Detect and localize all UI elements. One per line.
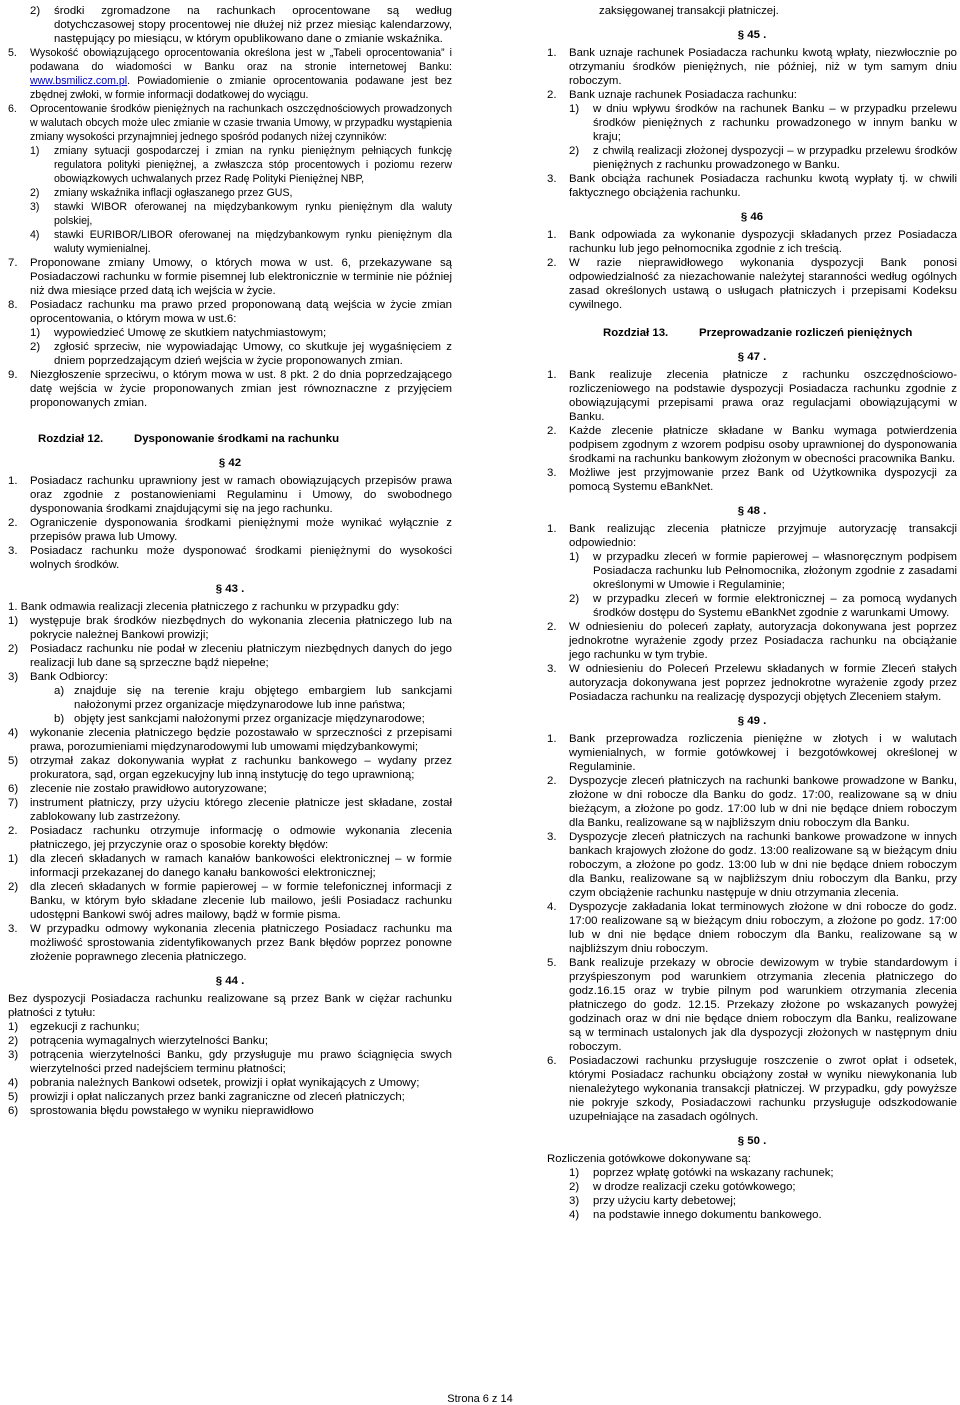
- list-item-text: W odniesieniu do Poleceń Przelewu składanych w formie Zleceń stałych autoryzacja dokonywana jest poprzez jednokrotne wyrażenie zgody przez Posiadacza rachunku na realizację dyspozycji objętych Zleceniem stałym.: [569, 663, 957, 703]
- list-item: [569, 1166, 957, 1180]
- right-top-continuation: zaksięgowanej transakcji płatniczej.: [599, 5, 779, 17]
- list-item: [30, 144, 452, 186]
- list-item-number: 2.: [547, 621, 557, 633]
- list-item: [8, 1090, 452, 1104]
- list-item-number: 1): [569, 551, 580, 563]
- list-item-text: sprostowania błędu powstałego w wyniku nieprawidłowo: [30, 1105, 314, 1117]
- list-item-number: 1): [30, 145, 40, 157]
- list-item-text: zgłosić sprzeciw, nie wypowiadając Umowy, co skutkuje jej wygaśnięciem z dniem poprzedzającym dzień wejścia w życie proponowanych zmian.: [54, 341, 452, 367]
- list-item: [547, 774, 957, 830]
- list-item: [30, 200, 452, 228]
- list-item-text: w przypadku zleceń w formie papierowej – własnoręcznym podpisem Posiadacza rachunku lub Pełnomocnika, złożonym zgodnie z zasadami określonymi w Umowie i Regulaminie;: [593, 551, 957, 591]
- list-item: [547, 368, 957, 424]
- list-item-number: 3): [30, 201, 40, 213]
- list-item-number: 3.: [547, 663, 557, 675]
- paragraph-5: 5. Wysokość obowiązującego oprocentowania określona jest w „Tabeli oprocentowania” i podawana do wiadomości w Banku oraz na stronie internetowej Banku: www.bsmilicz.com.pl. Powiadomienie o zmianie oprocentowania podawane jest bez zbędnej zwłoki, w formie informacji dodatkowej do wyciągu.: [8, 47, 452, 101]
- list-item-text: Ograniczenie dysponowania środkami pieniężnymi może wynikać wyłącznie z przepisów prawa lub Umowy.: [30, 517, 452, 543]
- list-item-text: Bank odpowiada za wykonanie dyspozycji składanych przez Posiadacza rachunku lub jego pełnomocnika zgodnie z ich treścią.: [569, 229, 957, 255]
- list-item-number: 4): [8, 727, 19, 739]
- list-item-number: 2): [8, 1035, 19, 1047]
- list-item-number: 3): [8, 1049, 19, 1061]
- list-item: [8, 516, 452, 544]
- list-item: [547, 424, 957, 466]
- list-item: [547, 830, 957, 900]
- list-item-number: 6): [8, 1105, 19, 1117]
- list-item-text: Bank uznaje rachunek Posiadacza rachunku kwotą wpłaty, niezwłocznie po otrzymaniu środków pieniężnych, nie później, niż w tym samym dniu roboczym.: [569, 47, 957, 87]
- list-item: [30, 326, 452, 340]
- list-item: [547, 662, 957, 704]
- list-item-number: 3): [569, 1195, 580, 1207]
- section-44-heading: § 44 .: [215, 975, 245, 987]
- list-item-text: wypowiedzieć Umowę ze skutkiem natychmiastowym;: [54, 327, 327, 339]
- list-item: [547, 228, 957, 256]
- list-item: [569, 550, 957, 592]
- list-item: [30, 228, 452, 256]
- list-item: [8, 796, 452, 824]
- list-item: [8, 614, 452, 642]
- section-45-point-2-list: [547, 102, 957, 172]
- section-42-heading: § 42: [218, 457, 242, 469]
- list-item: [8, 782, 452, 796]
- paragraph-8: 8. Posiadacz rachunku ma prawo przed proponowaną datą wejścia w życie zmian oprocentowania, o którym mowa w ust.6:: [8, 299, 452, 325]
- list-item-text: otrzymał zakaz dokonywania wypłat z rachunku bankowego – wydany przez prokuratora, sąd, organ egzekucyjny lub inną instytucję do tego uprawnioną;: [30, 755, 452, 781]
- list-item: [569, 144, 957, 172]
- list-item-number: 1): [569, 1167, 580, 1179]
- list-item: [569, 1180, 957, 1194]
- section-50-heading: § 50 .: [737, 1135, 767, 1147]
- list-item-number: 2.: [547, 775, 557, 787]
- list-item-text: w drodze realizacji czeku gotówkowego;: [593, 1181, 796, 1193]
- list-item-text: Bank realizuje zlecenia płatnicze z rachunku oszczędnościowo-rozliczeniowego na podstawie dyspozycji Posiadacza rachunku zgodnie z obowiązującymi przepisami prawa oraz regulacjami obowiązującymi w Banku.: [569, 369, 957, 423]
- list-item-number: 1): [569, 103, 580, 115]
- list-item-text: Posiadacz rachunku uprawniony jest w ramach obowiązujących przepisów prawa oraz zgodnie z postanowieniami Regulaminu i Umowy, do swobodnego dysponowania środkami znajdującymi się na jego rachunku.: [30, 475, 452, 515]
- list-item-number: 2): [569, 593, 580, 605]
- list-item-text: Bank Odbiorcy:: [30, 671, 108, 683]
- list-item-text: wykonanie zlecenia płatniczego będzie pozostawało w sprzeczności z przepisami prawa, porozumieniami międzynarodowymi lub umowami międzybankowymi;: [30, 727, 452, 753]
- list-item: [8, 852, 452, 880]
- list-item-text: prowizji i opłat naliczanych przez banki zagraniczne od zleceń płatniczych;: [30, 1091, 405, 1103]
- section-48-list-b: [547, 620, 957, 704]
- list-item-number: 2.: [547, 425, 557, 437]
- list-item: [8, 544, 452, 572]
- list-item-number: 1): [30, 327, 41, 339]
- list-item: [30, 4, 452, 46]
- list-item-number: 7): [8, 797, 19, 809]
- list-item: [8, 1104, 452, 1118]
- list-item: [547, 466, 957, 494]
- list-item-number: 1.: [547, 229, 557, 241]
- list-item-number: 1): [8, 1021, 19, 1033]
- list-item: [569, 1208, 957, 1222]
- list-item: [547, 1054, 957, 1124]
- list-item-text: Każde zlecenie płatnicze składane w Banku wymaga potwierdzenia podpisem zgodnym z wzorem podpisu osoby uprawnionej do dysponowania środkami na rachunku bankowym złożonym w obecności pracownika Banku.: [569, 425, 957, 465]
- chapter-13-heading: Rozdział 13. Przeprowadzanie rozliczeń pieniężnych: [603, 327, 913, 339]
- list-item: [547, 256, 957, 312]
- left-column: [8, 4, 452, 1118]
- list-item-text: Posiadaczowi rachunku przysługuje roszczenie o zwrot opłat i odsetek, którymi Posiadacz rachunku obciążony został w wyniku niewykonania lub nienależytego wykonania transakcji płatniczej. W przypadku, gdy powyższe nie pokryje szkody, Posiadaczowi rachunku przysługuje odszkodowanie uzupełniające na zasadach ogólnych.: [569, 1055, 957, 1123]
- section-45-list: [547, 46, 957, 102]
- list-item-number: 2.: [547, 89, 557, 101]
- list-item-number: 4.: [547, 901, 557, 913]
- list-item-text: zmiany sytuacji gospodarczej i zmian na rynku pieniężnym pełniących funkcję regulatora polityki pieniężnej, a zwłaszcza stóp procentowych i poziomu rezerw obowiązkowych uchwalanych przez Radę Polityki Pieniężnej NBP,: [54, 145, 452, 185]
- list-item-number: 3.: [547, 467, 557, 479]
- list-item-text: egzekucji z rachunku;: [30, 1021, 140, 1033]
- paragraph-6: 6. Oprocentowanie środków pieniężnych na rachunkach oszczędnościowych prowadzonych w walutach obcych może ulec zmianie w czasie trwania Umowy, w przypadku wystąpienia zmiany wysokości przynajmniej jednego spośród podanych niżej czynników:: [8, 103, 452, 143]
- list-item-text: Bank realizuje przekazy w obrocie dewizowym w trybie standardowym i przyśpieszonym pod warunkiem otrzymania zlecenia płatniczego do godz.16.15 oraz w trybie pilnym pod warunkiem otrzymania zlecenia płatniczego do godz. 12.15. Przekazy złożone po wskazanych powyżej godzinach oraz w dni nie będące dniem roboczym dla Banku, realizowane są w terminach ustalonych jak dla dyspozycji złożonych w następnym dniu roboczym.: [569, 957, 957, 1053]
- list-item: [8, 754, 452, 782]
- list-item: [569, 102, 957, 144]
- section-46-heading: § 46: [740, 211, 764, 223]
- paragraph-9: 9. Niezgłoszenie sprzeciwu, o którym mowa w ust. 8 pkt. 2 do dnia poprzedzającego datę wejścia w życie proponowanych zmian jest równoznaczne z przyjęciem proponowanych zmian.: [8, 369, 452, 409]
- list-item-number: 6): [8, 783, 19, 795]
- list-item: [8, 670, 452, 684]
- list-item-number: 2): [569, 1181, 580, 1193]
- left-top-list: [8, 4, 452, 46]
- list-item-text: W razie nieprawidłowego wykonania dyspozycji Bank ponosi odpowiedzialność za niezachowanie należytej staranności według ogólnych zasad określonych ustawą o usługach płatniczych i przepisami Kodeksu cywilnego.: [569, 257, 957, 311]
- section-42-list: [8, 474, 452, 572]
- list-item: [8, 642, 452, 670]
- list-item-text: z chwilą realizacji złożonej dyspozycji – w przypadku przelewu środków pieniężnych z rachunku prowadzonego w Banku.: [593, 145, 957, 171]
- list-item-number: 3.: [547, 831, 557, 843]
- list-item: [8, 1034, 452, 1048]
- section-49-heading: § 49 .: [737, 715, 767, 727]
- chapter-12-heading: Rozdział 12. Dysponowanie środkami na rachunku: [38, 433, 340, 445]
- list-item-text: stawki EURIBOR/LIBOR oferowanej na międzybankowym rynku pieniężnym dla waluty wymienialnej.: [54, 229, 452, 255]
- list-item-text: Bank uznaje rachunek Posiadacza rachunku:: [569, 89, 797, 101]
- list-item: [547, 956, 957, 1054]
- list-item-text: Dyspozycje zleceń płatniczych na rachunki bankowe prowadzone w Banku, złożone w dni robocze dla Banku do godz. 17:00, realizowane są w dniu bieżącym, a złożone po godz. 17:00 lub w dni nie będące dniem roboczym dla Banku, realizowane są w najbliższym dniu roboczym dla Banku.: [569, 775, 957, 829]
- list-item-text: Posiadacz rachunku nie podał w zleceniu płatniczym niezbędnych danych do jego realizacji lub dane są sprzeczne bądź niepełne;: [30, 643, 452, 669]
- section-43-point-2: 2. Posiadacz rachunku otrzymuje informację o odmowie wykonania zlecenia płatniczego, jej przyczynie oraz o sposobie korekty błędów:: [8, 825, 452, 851]
- list-item: [8, 1048, 452, 1076]
- list-item: [547, 46, 957, 88]
- section-48-point-1-list: [547, 550, 957, 620]
- list-item: [547, 620, 957, 662]
- list-item-number: 6.: [547, 1055, 557, 1067]
- list-item-text: objęty jest sankcjami nałożonymi przez organizacje międzynarodowe;: [74, 713, 425, 725]
- paragraph-6-list: [8, 144, 452, 256]
- list-item-number: 1): [8, 853, 19, 865]
- section-43-point-1-list: [8, 614, 452, 684]
- list-item-text: w dniu wpływu środków na rachunek Banku – w przypadku przelewu środków pieniężnych z rachunku prowadzonego w innym banku w kraju;: [593, 103, 957, 143]
- list-item-text: przy użyciu karty debetowej;: [593, 1195, 737, 1207]
- list-item-text: pobrania należnych Bankowi odsetek, prowizji i opłat wynikających z Umowy;: [30, 1077, 420, 1089]
- list-item-text: środki zgromadzone na rachunkach oprocentowane są według dotychczasowej stopy procentowej nie dłużej niż przez miesiąc kalendarzowy, następujący po miesiącu, w którym opublikowano dane o zmianie wskaźnika.: [54, 5, 452, 45]
- list-item: [547, 732, 957, 774]
- section-50-intro: Rozliczenia gotówkowe dokonywane są:: [547, 1153, 751, 1165]
- list-item-number: 2): [8, 881, 19, 893]
- list-item-text: dla zleceń składanych w ramach kanałów bankowości elektronicznej – w formie informacji przekazanej do danego kanału bankowości elektronicznej;: [30, 853, 452, 879]
- section-43-bank-recipient-list: [8, 684, 452, 726]
- list-item-text: Bank przeprowadza rozliczenia pieniężne w złotych i w walutach wymienialnych, w formie gotówkowej i bezgotówkowej określonej w Regulaminie.: [569, 733, 957, 773]
- list-item-number: b): [54, 713, 65, 725]
- list-item-text: na podstawie innego dokumentu bankowego.: [593, 1209, 822, 1221]
- list-item: [8, 474, 452, 516]
- list-item-number: 2): [30, 341, 41, 353]
- list-item-text: stawki WIBOR oferowanej na międzybankowym rynku pieniężnym dla waluty polskiej,: [54, 201, 452, 227]
- list-item: [30, 186, 452, 200]
- section-49-list: [547, 732, 957, 1124]
- list-item-text: Posiadacz rachunku może dysponować środkami pieniężnymi do wysokości wolnych środków.: [30, 545, 452, 571]
- list-item: [8, 880, 452, 922]
- list-item: [54, 712, 452, 726]
- section-47-heading: § 47 .: [737, 351, 767, 363]
- bank-website-link[interactable]: www.bsmilicz.com.pl: [30, 75, 128, 87]
- section-50-list: [547, 1166, 957, 1222]
- section-43-point-1: 1. Bank odmawia realizacji zlecenia płatniczego z rachunku w przypadku gdy:: [8, 601, 400, 613]
- list-item-text: Możliwe jest przyjmowanie przez Bank od Użytkownika dyspozycji za pomocą Systemu eBankNet.: [569, 467, 957, 493]
- list-item-text: instrument płatniczy, przy użyciu którego zlecenie płatnicze jest składane, został zablokowany lub zastrzeżony.: [30, 797, 452, 823]
- list-item: [30, 340, 452, 368]
- list-item-number: 1.: [547, 369, 557, 381]
- section-43-point-3: 3. W przypadku odmowy wykonania zlecenia płatniczego Posiadacz rachunku ma możliwość sprostowania zidentyfikowanych przez Bank błędów poprzez ponowne złożenie poprawnego zlecenia płatniczego.: [8, 923, 452, 963]
- section-43-heading: § 43 .: [215, 583, 245, 595]
- section-45-point-3: 3. Bank obciąża rachunek Posiadacza rachunku kwotą wypłaty tj. w chwili faktycznego obciążenia rachunku.: [547, 173, 957, 199]
- list-item: [547, 900, 957, 956]
- list-item-text: Dyspozycje zakładania lokat terminowych złożone w dni robocze do godz. 17:00 realizowane są w bieżącym dniu roboczym, a złożone po godz. 17:00 lub w dni nie będące dniem roboczym dla Banku, realizowane są w najbliższym dniu roboczym.: [569, 901, 957, 955]
- list-item: [8, 1076, 452, 1090]
- list-item: [569, 592, 957, 620]
- list-item-text: znajduje się na terenie kraju objętego embargiem lub sankcjami nałożonymi przez organizacje międzynarodowe lub inne państwa;: [74, 685, 452, 711]
- list-item-number: a): [54, 685, 65, 697]
- list-item-number: 4): [30, 229, 40, 241]
- right-column: [547, 4, 957, 1222]
- list-item-number: 2.: [547, 257, 557, 269]
- list-item-number: 5): [8, 755, 19, 767]
- list-item-text: zlecenie nie zostało prawidłowo autoryzowane;: [30, 783, 267, 795]
- list-item-number: 2): [30, 187, 40, 199]
- list-item-number: 2): [569, 145, 580, 157]
- list-item-text: potrącenia wierzytelności Banku, gdy przysługuje mu prawo ściągnięcia swych wierzytelności przed nadejściem terminu płatności;: [30, 1049, 452, 1075]
- list-item-number: 1.: [547, 47, 557, 59]
- list-item-text: zmiany wskaźnika inflacji ogłaszanego przez GUS,: [54, 187, 293, 199]
- section-48-point-1: 1. Bank realizując zlecenia płatnicze przyjmuje autoryzację transakcji odpowiednio:: [547, 523, 957, 549]
- list-item-number: 5.: [547, 957, 557, 969]
- list-item-text: Dyspozycje zleceń płatniczych na rachunki bankowe prowadzone w innych bankach krajowych złożone do godz. 13:00 realizowane są w bieżącym dniu roboczym, a złożone po godz. 13:00 lub w dni nie będące dniem roboczym dla Banku, realizowane są w najbliższym dniu roboczym dla Banku, przy czym obciążenie rachunku następuje w dniu otrzymania zlecenia.: [569, 831, 957, 899]
- list-item: [54, 684, 452, 712]
- list-item-text: występuje brak środków niezbędnych do wykonania zlecenia płatniczego lub na pokrycie należnej Bankowi prowizji;: [30, 615, 452, 641]
- list-item: [547, 88, 957, 102]
- list-item: [8, 1020, 452, 1034]
- list-item-number: 5): [8, 1091, 19, 1103]
- list-item-number: 3): [8, 671, 19, 683]
- section-48-heading: § 48 .: [737, 505, 767, 517]
- list-item-number: 1.: [8, 475, 18, 487]
- section-45-heading: § 45 .: [737, 29, 767, 41]
- list-item-number: 4): [569, 1209, 580, 1221]
- page-number: Strona 6 z 14: [447, 1393, 513, 1405]
- paragraph-7: 7. Proponowane zmiany Umowy, o których mowa w ust. 6, przekazywane są Posiadaczowi rachunku w formie pisemnej lub elektronicznie w terminie nie później niż dwa miesiące przed datą ich wejścia w życie.: [8, 257, 452, 297]
- list-item: [8, 726, 452, 754]
- list-item-text: poprzez wpłatę gotówki na wskazany rachunek;: [593, 1167, 834, 1179]
- section-46-list: [547, 228, 957, 312]
- list-item-number: 1.: [547, 733, 557, 745]
- section-43-point-1-list-b: [8, 726, 452, 824]
- section-44-list: [8, 1020, 452, 1118]
- list-item: [569, 1194, 957, 1208]
- list-item-number: 2): [30, 5, 41, 17]
- list-item-text: w przypadku zleceń w formie elektronicznej – za pomocą wydanych środków dostępu do Systemu eBankNet zgodnie z warunkami Umowy.: [593, 593, 957, 619]
- list-item-number: 4): [8, 1077, 19, 1089]
- section-44-intro: Bez dyspozycji Posiadacza rachunku realizowane są przez Bank w ciężar rachunku płatności z tytułu:: [8, 993, 452, 1019]
- list-item-text: dla zleceń składanych w formie papierowej – w formie telefonicznej informacji z Banku, w którym było składane zlecenie lub mailowo, jeśli Posiadacz rachunku udostępni Bankowi swój adres mailowy, bądź w formie pisma.: [30, 881, 452, 921]
- list-item-number: 3.: [8, 545, 18, 557]
- list-item-text: potrącenia wymagalnych wierzytelności Banku;: [30, 1035, 269, 1047]
- section-43-point-2-list: [8, 852, 452, 922]
- list-item-text: W odniesieniu do poleceń zapłaty, autoryzacja dokonywana jest poprzez jednokrotne wyrażenie zgody przez Posiadacza rachunku na obciążanie jego rachunku w tym trybie.: [569, 621, 957, 661]
- list-item-number: 2): [8, 643, 19, 655]
- paragraph-8-list: [8, 326, 452, 368]
- section-47-list: [547, 368, 957, 494]
- list-item-number: 2.: [8, 517, 18, 529]
- list-item-number: 1): [8, 615, 19, 627]
